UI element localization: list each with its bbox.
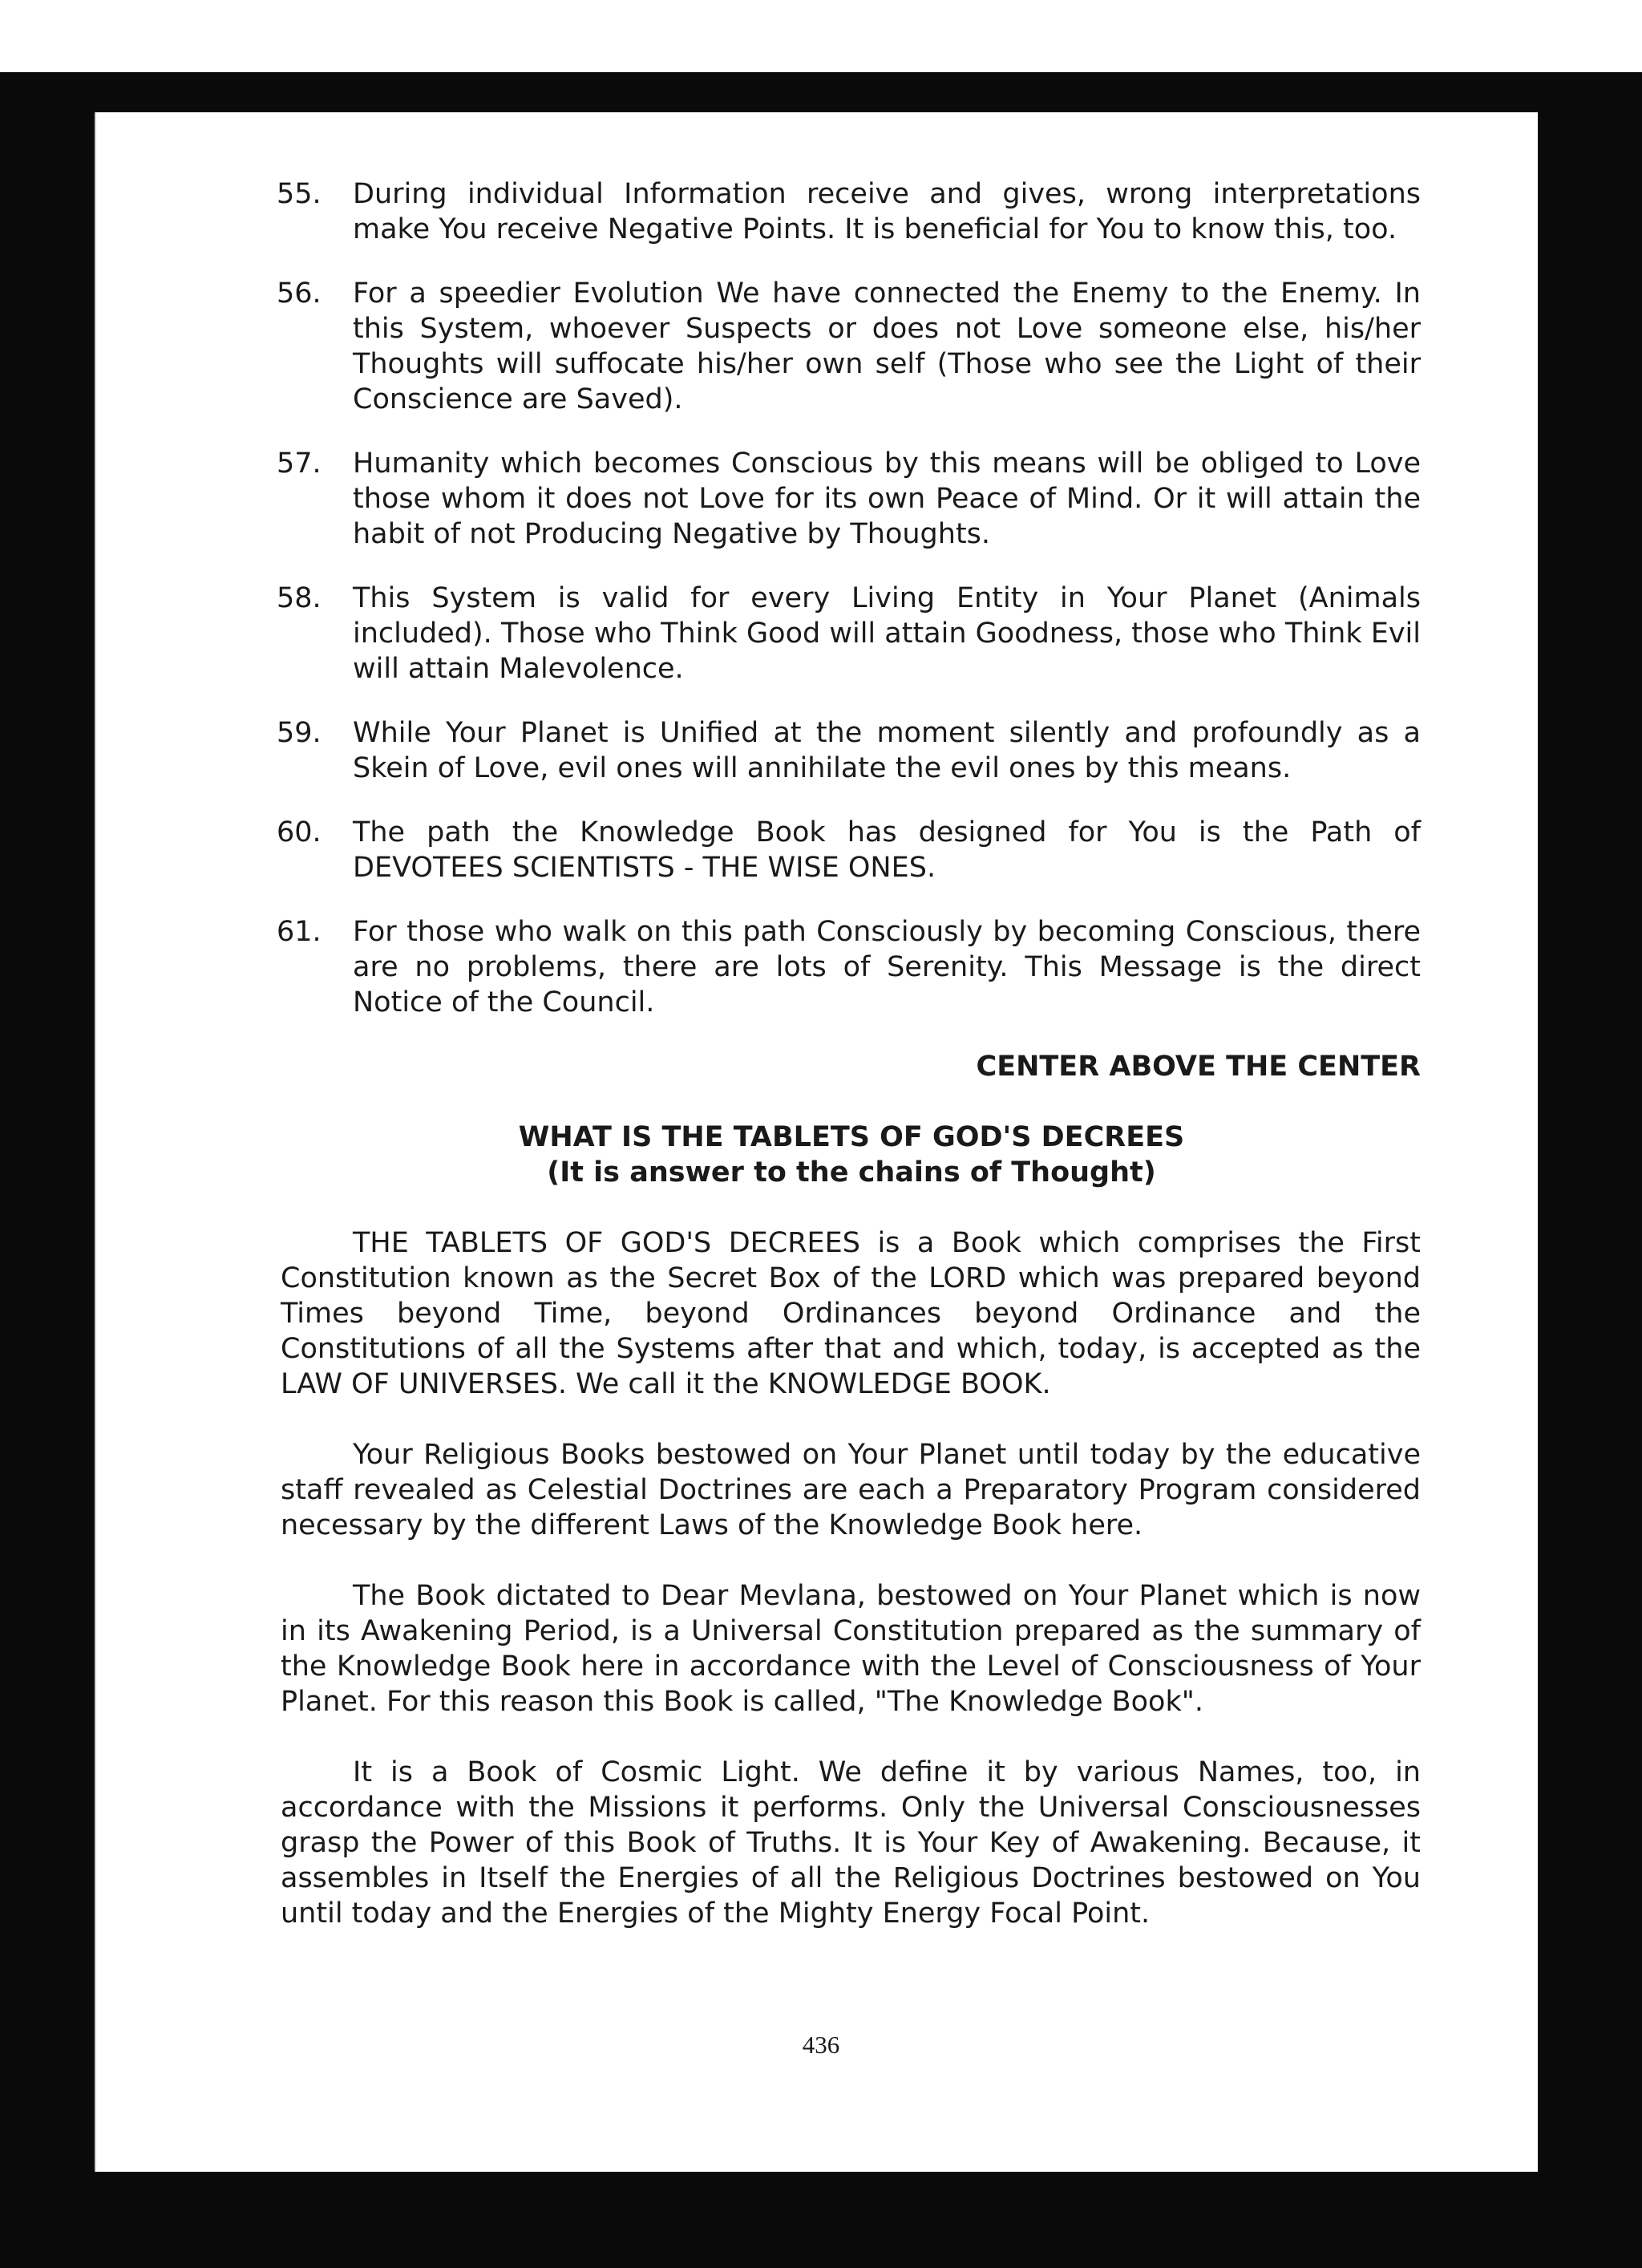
- item-text: For a speedier Evolution We have connected the Enemy to the Enemy. In this System, whoever Suspects or does not Love someone else, his/her Thoughts will suffocate his/her own self (Those who see the Light of their Conscience are Saved).: [353, 277, 1421, 415]
- body-paragraph: It is a Book of Cosmic Light. We define it by various Names, too, in accordance with the Missions it performs. Only the Universal Consciousnesses grasp the Power of this Book of Truths. It is Your Key of Awakening. Because, it assembles in Itself the Energies of all the Religious Doctrines bestowed on You until today and the Energies of the Mighty Energy Focal Point.: [281, 1756, 1421, 1930]
- list-item: [186, 815, 1421, 885]
- list-item: [186, 446, 1421, 552]
- section-subtitle: (It is answer to the chains of Thought): [547, 1156, 1156, 1189]
- list-item: [186, 914, 1421, 1020]
- body-paragraph: Your Religious Books bestowed on Your Planet until today by the educative staff revealed as Celestial Doctrines are each a Preparatory Program considered necessary by the different Laws of the Knowledge Book here.: [281, 1439, 1421, 1541]
- item-number: 59.: [277, 717, 322, 749]
- list-item: [186, 276, 1421, 417]
- item-number: 56.: [277, 277, 322, 310]
- scan-border-top: [0, 72, 1642, 112]
- scan-border-bottom: [0, 2172, 1642, 2268]
- list-item: [186, 581, 1421, 686]
- item-text: During individual Information receive and gives, wrong interpretations make You receive Negative Points. It is beneficial for You to know this, too.: [353, 178, 1421, 245]
- item-number: 61.: [277, 916, 322, 948]
- item-number: 58.: [277, 582, 322, 614]
- scan-border-right: [1538, 72, 1642, 2268]
- item-number: 55.: [277, 178, 322, 210]
- section-heading: [186, 1120, 1421, 1190]
- body-paragraph: THE TABLETS OF GOD'S DECREES is a Book which comprises the First Constitution known as the Secret Box of the LORD which was prepared beyond Times beyond Time, beyond Ordinances beyond Ordinance and the Constitutions of all the Systems after that and which, today, is accepted as the LAW OF UNIVERSES. We call it the KNOWLEDGE BOOK.: [281, 1227, 1421, 1400]
- item-number: 57.: [277, 448, 322, 480]
- body-paragraph: The Book dictated to Dear Mevlana, bestowed on Your Planet which is now in its Awakening Period, is a Universal Constitution prepared as the summary of the Knowledge Book here in accordance with the Level of Consciousness of Your Planet. For this reason this Book is called, "The Knowledge Book".: [281, 1580, 1421, 1718]
- list-item: [186, 176, 1421, 247]
- item-text: Humanity which becomes Conscious by this means will be obliged to Love those whom it does not Love for its own Peace of Mind. Or it will attain the habit of not Producing Negative by Thoughts.: [353, 448, 1421, 550]
- scan-margin-top: [0, 0, 1642, 72]
- message-signature: CENTER ABOVE THE CENTER: [976, 1051, 1421, 1083]
- page-number: 436: [802, 2031, 840, 2059]
- list-item: [186, 715, 1421, 786]
- item-number: 60.: [277, 816, 322, 848]
- item-text: While Your Planet is Unified at the moment silently and profoundly as a Skein of Love, evil ones will annihilate the evil ones by this means.: [353, 717, 1421, 784]
- section-title: WHAT IS THE TABLETS OF GOD'S DECREES: [518, 1121, 1185, 1153]
- item-text: This System is valid for every Living Entity in Your Planet (Animals included). Those who Think Good will attain Goodness, those who Think Evil will attain Malevolence.: [353, 582, 1421, 685]
- item-text: The path the Knowledge Book has designed for You is the Path of DEVOTEES SCIENTISTS - THE WISE ONES.: [353, 816, 1421, 884]
- page-content: [186, 176, 1421, 1966]
- item-text: For those who walk on this path Consciously by becoming Conscious, there are no problems, there are lots of Serenity. This Message is the direct Notice of the Council.: [353, 916, 1421, 1019]
- scan-border-left: [0, 72, 95, 2268]
